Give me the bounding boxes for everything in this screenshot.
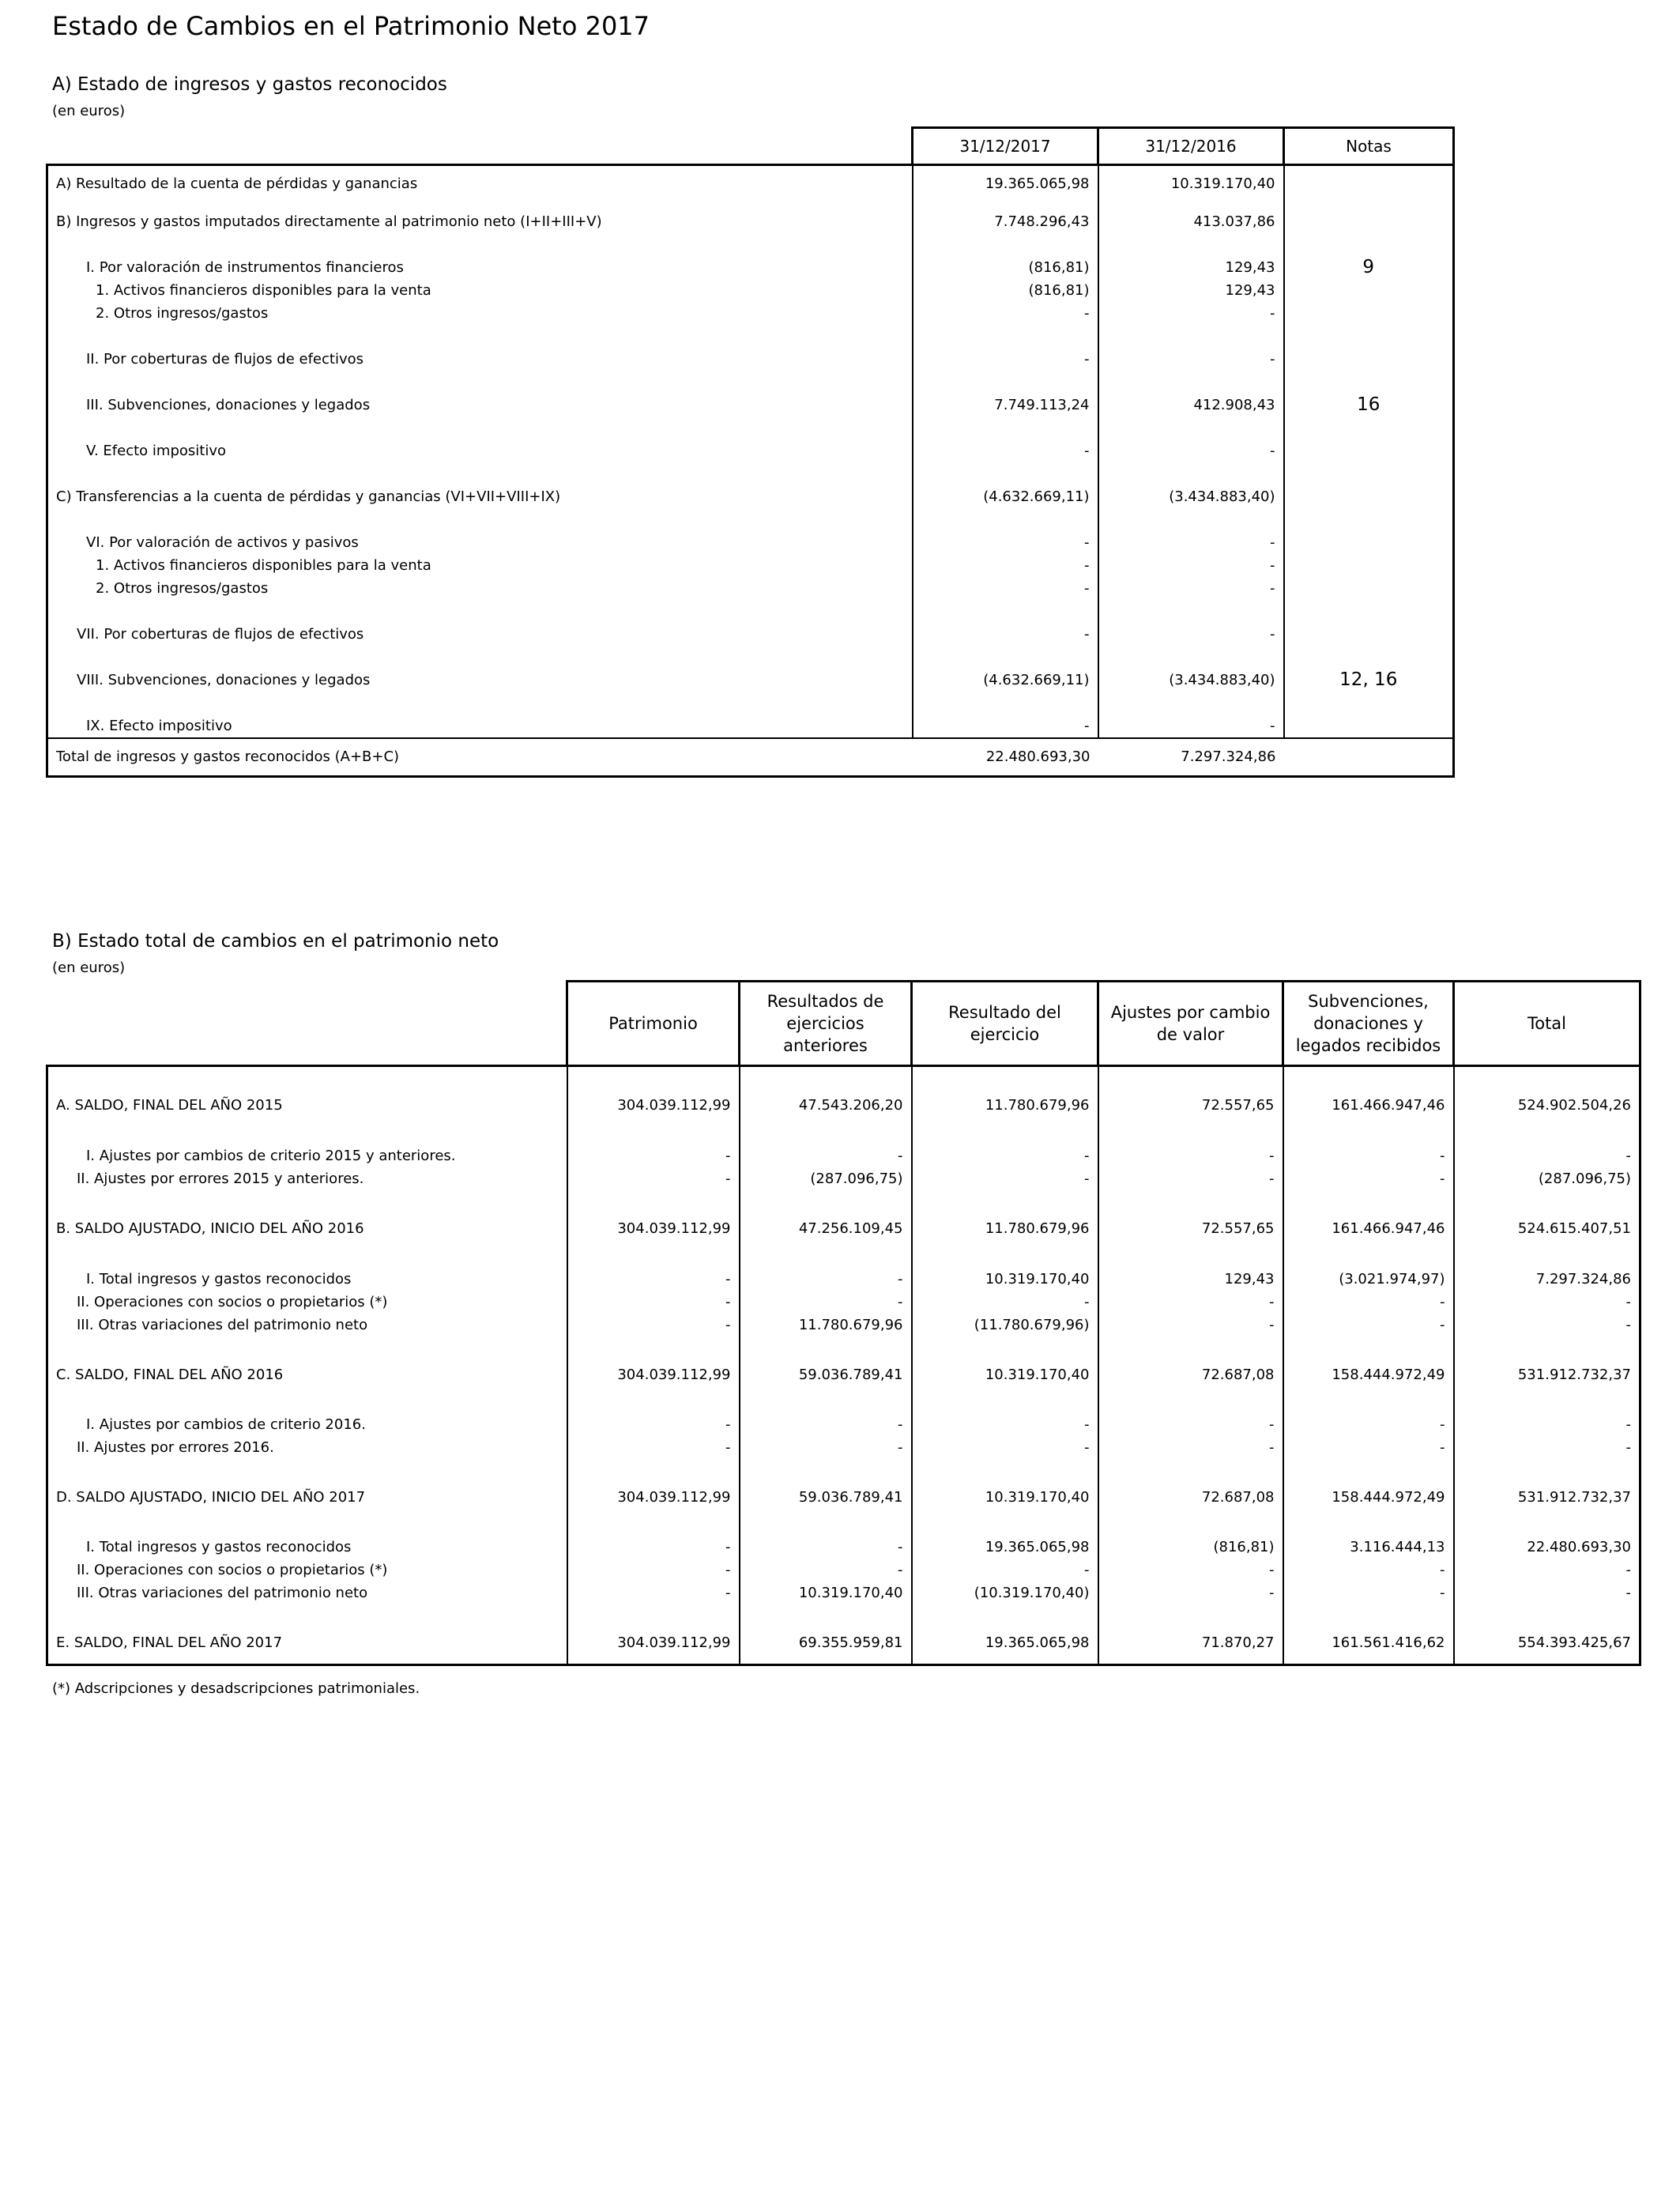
- cell-value: -: [912, 1436, 1098, 1459]
- cell-value: -: [1098, 1559, 1283, 1581]
- nota: [1284, 531, 1454, 554]
- column-header-2016: 31/12/2016: [1098, 128, 1284, 165]
- cell-value: 69.355.959,81: [740, 1631, 912, 1654]
- cell-value: 11.780.679,96: [912, 1094, 1098, 1117]
- cell-value: -: [1283, 1291, 1454, 1314]
- table-row: [47, 302, 1454, 325]
- value-2016: 129,43: [1098, 256, 1284, 279]
- row-label: I. Ajustes por cambios de criterio 2015 y anteriores.: [47, 1144, 567, 1167]
- cell-value: 524.615.407,51: [1454, 1217, 1640, 1240]
- cell-value: 304.039.112,99: [567, 1363, 740, 1386]
- cell-value: -: [567, 1167, 740, 1190]
- row-label: Total de ingresos y gastos reconocidos (A+B+C): [47, 738, 913, 777]
- cell-value: -: [567, 1291, 740, 1314]
- table-row: [47, 348, 1454, 371]
- table-row: [47, 439, 1454, 462]
- value-2016: 413.037,86: [1098, 210, 1284, 233]
- cell-value: -: [912, 1559, 1098, 1581]
- cell-value: 7.297.324,86: [1454, 1268, 1640, 1291]
- cell-value: -: [1098, 1314, 1283, 1336]
- nota: [1284, 714, 1454, 738]
- cell-value: -: [740, 1559, 912, 1581]
- value-2017: -: [913, 439, 1098, 462]
- cell-value: (3.021.974,97): [1283, 1268, 1454, 1291]
- cell-value: -: [1454, 1559, 1640, 1581]
- cell-value: -: [1283, 1559, 1454, 1581]
- cell-value: 531.912.732,37: [1454, 1486, 1640, 1509]
- column-header-notas: Notas: [1284, 128, 1454, 165]
- row-label: 2. Otros ingresos/gastos: [47, 302, 913, 325]
- row-label: I. Total ingresos y gastos reconocidos: [47, 1536, 567, 1559]
- cell-value: 11.780.679,96: [740, 1314, 912, 1336]
- cell-value: 304.039.112,99: [567, 1217, 740, 1240]
- table-row: [47, 1094, 1640, 1117]
- column-header-total: Total: [1454, 982, 1640, 1066]
- column-header-resultado-ejercicio: Resultado del ejercicio: [912, 982, 1098, 1066]
- column-header-ajustes: Ajustes por cambio de valor: [1098, 982, 1283, 1066]
- value-2017: -: [913, 554, 1098, 577]
- cell-value: 72.687,08: [1098, 1363, 1283, 1386]
- cell-value: 19.365.065,98: [912, 1631, 1098, 1654]
- nota: [1284, 172, 1454, 195]
- cell-value: 59.036.789,41: [740, 1486, 912, 1509]
- cell-value: 161.561.416,62: [1283, 1631, 1454, 1654]
- cell-value: 158.444.972,49: [1283, 1486, 1454, 1509]
- row-label: V. Efecto impositivo: [47, 439, 913, 462]
- table-row: [47, 1268, 1640, 1291]
- value-2016: -: [1098, 714, 1284, 738]
- cell-value: 22.480.693,30: [1454, 1536, 1640, 1559]
- nota: [1284, 279, 1454, 302]
- cell-value: -: [567, 1413, 740, 1436]
- equity-changes-table: [46, 980, 1641, 1666]
- cell-value: -: [567, 1581, 740, 1604]
- cell-value: 47.256.109,45: [740, 1217, 912, 1240]
- value-2017: (816,81): [913, 256, 1098, 279]
- section-a-units: (en euros): [52, 103, 126, 119]
- value-2017: -: [913, 623, 1098, 646]
- cell-value: -: [1283, 1314, 1454, 1336]
- table-row: [47, 1217, 1640, 1240]
- cell-value: -: [1098, 1413, 1283, 1436]
- cell-value: (287.096,75): [1454, 1167, 1640, 1190]
- cell-value: 161.466.947,46: [1283, 1217, 1454, 1240]
- cell-value: (816,81): [1098, 1536, 1283, 1559]
- value-2016: -: [1098, 439, 1284, 462]
- value-2016: (3.434.883,40): [1098, 669, 1284, 692]
- row-label: VI. Por valoración de activos y pasivos: [47, 531, 913, 554]
- value-2017: -: [913, 348, 1098, 371]
- cell-value: -: [1283, 1167, 1454, 1190]
- row-label: II. Por coberturas de flujos de efectivos: [47, 348, 913, 371]
- value-2016: 10.319.170,40: [1098, 172, 1284, 195]
- cell-value: -: [567, 1268, 740, 1291]
- value-2016: -: [1098, 531, 1284, 554]
- row-label: A) Resultado de la cuenta de pérdidas y ganancias: [47, 172, 913, 195]
- table-row: [47, 531, 1454, 554]
- table-row: [47, 1631, 1640, 1654]
- cell-value: 3.116.444,13: [1283, 1536, 1454, 1559]
- nota: [1284, 738, 1454, 777]
- row-label: I. Ajustes por cambios de criterio 2016.: [47, 1413, 567, 1436]
- cell-value: 19.365.065,98: [912, 1536, 1098, 1559]
- cell-value: 129,43: [1098, 1268, 1283, 1291]
- table-row: [47, 1363, 1640, 1386]
- nota: [1284, 485, 1454, 508]
- cell-value: -: [1454, 1144, 1640, 1167]
- row-label: B. SALDO AJUSTADO, INICIO DEL AÑO 2016: [47, 1217, 567, 1240]
- table-row: [47, 172, 1454, 195]
- column-header-subvenciones: Subvenciones, donaciones y legados recibidos: [1283, 982, 1454, 1066]
- column-header-2017: 31/12/2017: [913, 128, 1098, 165]
- table-row: [47, 669, 1454, 692]
- value-2017: 19.365.065,98: [913, 172, 1098, 195]
- row-label: D. SALDO AJUSTADO, INICIO DEL AÑO 2017: [47, 1486, 567, 1509]
- cell-value: -: [1098, 1167, 1283, 1190]
- value-2016: -: [1098, 554, 1284, 577]
- value-2016: -: [1098, 623, 1284, 646]
- cell-value: 47.543.206,20: [740, 1094, 912, 1117]
- row-label: II. Operaciones con socios o propietarios (*): [47, 1559, 567, 1581]
- row-label: C. SALDO, FINAL DEL AÑO 2016: [47, 1363, 567, 1386]
- value-2017: -: [913, 531, 1098, 554]
- cell-value: 158.444.972,49: [1283, 1363, 1454, 1386]
- cell-value: -: [567, 1559, 740, 1581]
- cell-value: -: [912, 1291, 1098, 1314]
- table-row: [47, 1413, 1640, 1436]
- row-label: I. Por valoración de instrumentos financieros: [47, 256, 913, 279]
- row-label: I. Total ingresos y gastos reconocidos: [47, 1268, 567, 1291]
- cell-value: -: [740, 1413, 912, 1436]
- row-label: II. Operaciones con socios o propietarios (*): [47, 1291, 567, 1314]
- value-2016: 7.297.324,86: [1098, 738, 1284, 777]
- total-row: [47, 738, 1454, 777]
- table-row: [47, 394, 1454, 417]
- table-row: [47, 256, 1454, 279]
- section-b-title: B) Estado total de cambios en el patrimonio neto: [52, 931, 499, 952]
- cell-value: -: [1283, 1436, 1454, 1459]
- cell-value: -: [1098, 1291, 1283, 1314]
- cell-value: 10.319.170,40: [912, 1486, 1098, 1509]
- table-row: [47, 1486, 1640, 1509]
- cell-value: -: [1098, 1436, 1283, 1459]
- table-row: [47, 1559, 1640, 1581]
- nota: 12, 16: [1284, 669, 1454, 692]
- cell-value: -: [1454, 1581, 1640, 1604]
- cell-value: 10.319.170,40: [740, 1581, 912, 1604]
- table-row: [47, 485, 1454, 508]
- cell-value: -: [1098, 1144, 1283, 1167]
- row-label: IX. Efecto impositivo: [47, 714, 913, 738]
- cell-value: -: [1454, 1291, 1640, 1314]
- column-header-resultados-anteriores: Resultados de ejercicios anteriores: [740, 982, 912, 1066]
- cell-value: 72.557,65: [1098, 1217, 1283, 1240]
- nota: [1284, 210, 1454, 233]
- value-2016: -: [1098, 577, 1284, 600]
- income-expense-table: [46, 126, 1455, 778]
- cell-value: 304.039.112,99: [567, 1631, 740, 1654]
- row-label: II. Ajustes por errores 2015 y anteriores.: [47, 1167, 567, 1190]
- table-row: [47, 577, 1454, 600]
- row-label: II. Ajustes por errores 2016.: [47, 1436, 567, 1459]
- value-2017: -: [913, 714, 1098, 738]
- row-label: III. Subvenciones, donaciones y legados: [47, 394, 913, 417]
- value-2016: (3.434.883,40): [1098, 485, 1284, 508]
- table-row: [47, 1536, 1640, 1559]
- table-row: [47, 279, 1454, 302]
- cell-value: -: [1283, 1144, 1454, 1167]
- cell-value: -: [740, 1291, 912, 1314]
- value-2017: (4.632.669,11): [913, 485, 1098, 508]
- cell-value: -: [1454, 1314, 1640, 1336]
- table-row: [47, 623, 1454, 646]
- row-label: III. Otras variaciones del patrimonio neto: [47, 1314, 567, 1336]
- cell-value: 72.557,65: [1098, 1094, 1283, 1117]
- nota: 9: [1284, 256, 1454, 279]
- nota: [1284, 439, 1454, 462]
- cell-value: -: [1283, 1581, 1454, 1604]
- cell-value: -: [1454, 1413, 1640, 1436]
- value-2016: -: [1098, 348, 1284, 371]
- section-a-title: A) Estado de ingresos y gastos reconocidos: [52, 74, 447, 95]
- value-2017: -: [913, 302, 1098, 325]
- cell-value: 59.036.789,41: [740, 1363, 912, 1386]
- table-header-row: [47, 982, 1640, 1066]
- cell-value: 304.039.112,99: [567, 1486, 740, 1509]
- section-b-units: (en euros): [52, 959, 126, 976]
- cell-value: 531.912.732,37: [1454, 1363, 1640, 1386]
- cell-value: 524.902.504,26: [1454, 1094, 1640, 1117]
- cell-value: -: [567, 1436, 740, 1459]
- nota: 16: [1284, 394, 1454, 417]
- value-2016: 129,43: [1098, 279, 1284, 302]
- table-row: [47, 714, 1454, 738]
- cell-value: -: [740, 1144, 912, 1167]
- row-label: E. SALDO, FINAL DEL AÑO 2017: [47, 1631, 567, 1654]
- cell-value: -: [740, 1268, 912, 1291]
- cell-value: -: [912, 1413, 1098, 1436]
- row-label: VIII. Subvenciones, donaciones y legados: [47, 669, 913, 692]
- value-2017: -: [913, 577, 1098, 600]
- value-2016: 412.908,43: [1098, 394, 1284, 417]
- table-row: [47, 1167, 1640, 1190]
- cell-value: -: [567, 1144, 740, 1167]
- table-row: [47, 1581, 1640, 1604]
- value-2017: (4.632.669,11): [913, 669, 1098, 692]
- footnote: (*) Adscripciones y desadscripciones patrimoniales.: [52, 1680, 420, 1697]
- page-title: Estado de Cambios en el Patrimonio Neto 2017: [52, 11, 650, 41]
- value-2017: (816,81): [913, 279, 1098, 302]
- cell-value: 10.319.170,40: [912, 1268, 1098, 1291]
- cell-value: -: [912, 1167, 1098, 1190]
- cell-value: 554.393.425,67: [1454, 1631, 1640, 1654]
- row-label: 2. Otros ingresos/gastos: [47, 577, 913, 600]
- value-2017: 7.749.113,24: [913, 394, 1098, 417]
- table-row: [47, 1144, 1640, 1167]
- cell-value: 304.039.112,99: [567, 1094, 740, 1117]
- cell-value: (11.780.679,96): [912, 1314, 1098, 1336]
- row-label: C) Transferencias a la cuenta de pérdidas y ganancias (VI+VII+VIII+IX): [47, 485, 913, 508]
- cell-value: 72.687,08: [1098, 1486, 1283, 1509]
- cell-value: -: [567, 1536, 740, 1559]
- table-row: [47, 210, 1454, 233]
- row-label: B) Ingresos y gastos imputados directamente al patrimonio neto (I+II+III+V): [47, 210, 913, 233]
- nota: [1284, 577, 1454, 600]
- nota: [1284, 554, 1454, 577]
- cell-value: -: [1098, 1581, 1283, 1604]
- cell-value: 11.780.679,96: [912, 1217, 1098, 1240]
- cell-value: -: [740, 1536, 912, 1559]
- table-row: [47, 1314, 1640, 1336]
- value-2017: 22.480.693,30: [913, 738, 1098, 777]
- column-header-patrimonio: Patrimonio: [567, 982, 740, 1066]
- row-label: 1. Activos financieros disponibles para la venta: [47, 554, 913, 577]
- cell-value: -: [567, 1314, 740, 1336]
- row-label: III. Otras variaciones del patrimonio neto: [47, 1581, 567, 1604]
- table-row: [47, 1291, 1640, 1314]
- table-row: [47, 554, 1454, 577]
- table-header-row: [47, 128, 1454, 165]
- table-row: [47, 1436, 1640, 1459]
- cell-value: 161.466.947,46: [1283, 1094, 1454, 1117]
- nota: [1284, 348, 1454, 371]
- cell-value: -: [1454, 1436, 1640, 1459]
- value-2017: 7.748.296,43: [913, 210, 1098, 233]
- cell-value: (287.096,75): [740, 1167, 912, 1190]
- nota: [1284, 302, 1454, 325]
- value-2016: -: [1098, 302, 1284, 325]
- cell-value: -: [912, 1144, 1098, 1167]
- row-label: 1. Activos financieros disponibles para la venta: [47, 279, 913, 302]
- cell-value: -: [1283, 1413, 1454, 1436]
- cell-value: -: [740, 1436, 912, 1459]
- cell-value: 10.319.170,40: [912, 1363, 1098, 1386]
- row-label: A. SALDO, FINAL DEL AÑO 2015: [47, 1094, 567, 1117]
- nota: [1284, 623, 1454, 646]
- row-label: VII. Por coberturas de flujos de efectivos: [47, 623, 913, 646]
- cell-value: 71.870,27: [1098, 1631, 1283, 1654]
- cell-value: (10.319.170,40): [912, 1581, 1098, 1604]
